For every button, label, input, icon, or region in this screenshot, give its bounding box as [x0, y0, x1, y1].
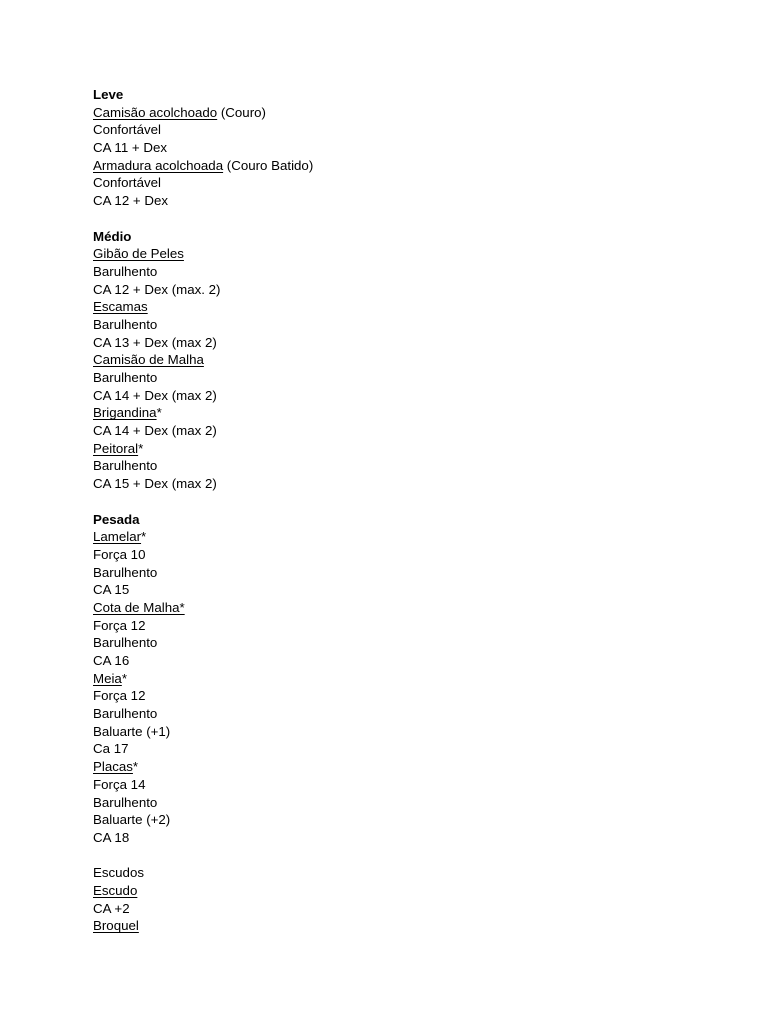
armor-requirement: Força 10 [93, 546, 146, 562]
armor-requirement: Força 12 [93, 688, 146, 704]
armor-property: Barulhento [93, 316, 158, 332]
section-heading-leve: Leve [93, 87, 124, 102]
armor-name: Camisão de Malha [93, 352, 204, 368]
shield-name: Broquel [93, 918, 139, 934]
list-item [93, 104, 313, 122]
list-item [93, 157, 313, 175]
list-item [93, 245, 313, 263]
armor-note: * [141, 529, 147, 545]
section-spacer [93, 847, 313, 865]
armor-class: CA 14 + Dex (max 2) [93, 387, 217, 403]
armor-class: CA 15 + Dex (max 2) [93, 476, 217, 492]
armor-property: Barulhento [93, 263, 158, 279]
armor-class: CA 16 [93, 653, 130, 668]
list-item [93, 917, 313, 935]
section-spacer [93, 493, 313, 511]
list-item [93, 440, 313, 458]
armor-class: Ca 17 [93, 741, 129, 757]
armor-name: Armadura acolchoada [93, 157, 224, 173]
armor-property: Confortável [93, 122, 161, 138]
armor-note: * [121, 670, 128, 686]
list-item [93, 882, 313, 900]
armor-note: * [138, 440, 144, 456]
armor-class: CA +2 [93, 900, 130, 916]
armor-note: (Couro Batido) [223, 157, 314, 173]
section-heading-medio: Médio [93, 228, 132, 244]
list-item [93, 758, 313, 776]
section-heading-escudos: Escudos [93, 865, 144, 881]
section-spacer [93, 210, 313, 228]
armor-name: Placas [93, 759, 133, 775]
armor-class: CA 15 [93, 582, 130, 598]
armor-name: Cota de Malha* [93, 599, 185, 615]
list-item [93, 599, 313, 617]
armor-class: CA 14 + Dex (max 2) [93, 423, 217, 439]
armor-requirement: Força 14 [93, 776, 146, 792]
list-item [93, 670, 313, 688]
armor-class: CA 13 + Dex (max 2) [93, 334, 217, 350]
armor-property: Barulhento [93, 458, 158, 474]
armor-property: Baluarte (+2) [93, 812, 171, 828]
armor-name: Meia [93, 670, 122, 686]
armor-name: Brigandina [93, 405, 157, 421]
armor-property: Barulhento [93, 794, 158, 810]
armor-property: Barulhento [93, 564, 158, 580]
armor-class: CA 12 + Dex [93, 193, 169, 209]
armor-property: Confortável [93, 175, 161, 191]
armor-class: CA 12 + Dex (max. 2) [93, 281, 221, 297]
armor-note: * [156, 405, 162, 421]
armor-note: (Couro) [217, 104, 266, 120]
armor-name: Peitoral [93, 440, 139, 456]
armor-list [93, 86, 313, 935]
armor-property: Barulhento [93, 635, 158, 651]
armor-name: Escamas [93, 299, 148, 315]
armor-class: CA 18 [93, 829, 130, 845]
list-item [93, 528, 313, 546]
armor-name: Lamelar [93, 529, 142, 545]
armor-property: Baluarte (+1) [93, 723, 171, 739]
armor-property: Barulhento [93, 706, 158, 722]
armor-property: Barulhento [93, 370, 158, 385]
list-item [93, 351, 313, 369]
armor-name: Camisão acolchoado [93, 104, 218, 120]
armor-name: Gibão de Peles [93, 246, 184, 262]
armor-class: CA 11 + Dex [93, 140, 168, 156]
shield-name: Escudo [93, 882, 138, 898]
armor-requirement: Força 12 [93, 617, 146, 633]
armor-note: * [132, 759, 139, 775]
list-item [93, 298, 313, 316]
section-heading-pesada: Pesada [93, 511, 140, 527]
list-item [93, 404, 313, 422]
